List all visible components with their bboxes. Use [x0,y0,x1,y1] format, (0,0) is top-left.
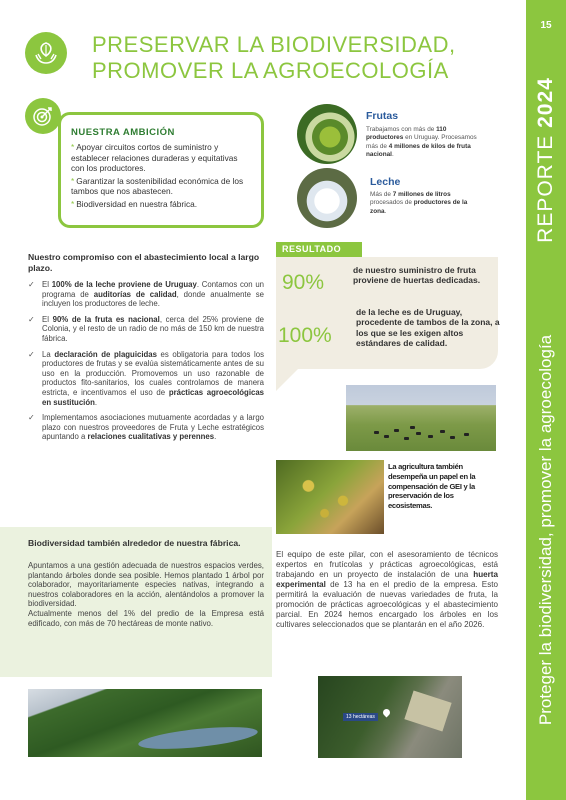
fruit-tree-photo [276,460,384,534]
result-value-1: 90% [282,271,325,294]
map-label: 13 hectáreas [343,713,378,721]
target-icon [25,98,61,134]
check-icon: ✓ [28,413,35,423]
check-icon: ✓ [28,314,35,324]
river-aerial-photo [28,689,262,757]
biodiversity-title: Biodiversidad también alrededor de nuestra fábrica. [28,538,241,548]
orchard-project-text: El equipo de este pilar, con el asesoramiento de técnicos expertos en frutícolas y prácticas agroecológicas, está trabajando en un proyecto de instalación de una huerta experimental de 13 ha en el predio de la empresa. Esto permitirá la evaluación de nuevas variedades de fruta, la promoción de prácticas agroecológicas y el abastecimiento parcial. En 2024 hemos encargado los árboles en los cultivares seleccionados que se plantarán en el año 2026. [276,550,498,629]
page-title [92,32,512,84]
list-item: ✓ El 100% de la leche proviene de Uruguay. Contamos con un programa de auditorías de calidad, donde anualmente se incluyen los productores de leche. [28,280,265,309]
report-year: 2024 [534,77,557,128]
page-number: 15 [540,20,552,31]
ambition-item-text: Apoyar circuitos cortos de suministro y establecer relaciones duraderas y equitativas con los productores. [71,142,238,173]
result-value-2: 100% [278,324,332,347]
aerial-field [404,691,451,732]
ambition-item-text: Biodiversidad en nuestra fábrica. [76,198,198,209]
asterisk-icon: * [71,142,75,152]
fruit-caption: La agricultura también desempeña un papel en la compensación de GEI y la preservación de los ecosistemas. [388,462,476,511]
leche-text: Más de 7 millones de litros procesados de productores de la zona. [370,191,468,215]
river-water [137,723,258,753]
side-band [526,0,566,800]
cows-photo [346,385,496,451]
biodiversity-paragraph-1: Apuntamos a una gestión adecuada de nuestros espacios verdes, plantando árboles donde sea posible. Hemos plantado 1 árbol por colaborador, mayoritariamente especies nativas, integrando a nuestros colaboradores en la acción, alentándolos a promover la biodiversidad. [28,561,264,609]
result-label: RESULTADO [276,242,362,257]
list-item: ✓ Implementamos asociaciones mutuamente acordadas y a largo plazo con nuestros proveedores de Fruta y Leche estratégicos apuntando a relaciones cualitativas y perennes. [28,413,264,442]
asterisk-icon: * [71,198,75,209]
hands-leaf-icon [25,32,67,74]
ambition-box [58,112,264,228]
fruit-photo-circle [297,104,357,164]
result-box-tail [276,369,298,391]
frutas-text: Trabajamos con más de 110 productores en Uruguay. Procesamos más de 4 millones de kilos de fruta nacional. [366,126,477,159]
biodiversity-paragraph-2: Actualmente menos del 1% del predio de la Empresa está edificado, con más de 70 hectáreas de monte nativo. [28,608,264,628]
frutas-title: Frutas [366,110,399,122]
commitment-list [28,280,264,448]
map-pin-icon [382,708,392,718]
list-item: ✓ El 90% de la fruta es nacional, cerca del 25% proviene de Colonia, y el resto de un radio de no más de 150 km de nuestra fábrica. [28,314,264,343]
site-aerial-map [318,676,462,758]
check-icon: ✓ [28,349,35,359]
ambition-item [71,142,251,174]
result-text-1: de nuestro suministro de fruta proviene de huertas dedicadas. [353,265,481,286]
report-word: REPORTE [534,134,557,243]
report-label [534,77,558,243]
ambition-item-text: Garantizar la sostenibilidad económica de los tambos que nos abastecen. [71,175,244,196]
title-line-1: PRESERVAR LA BIODIVERSIDAD, [92,32,456,57]
ambition-item [71,176,251,197]
asterisk-icon: * [71,175,75,186]
pillar-text: Proteger la biodiversidad, promover la agroecología [536,334,555,726]
ambition-item [71,199,251,210]
milk-photo-circle [297,168,357,228]
leche-title: Leche [370,176,401,188]
commitment-title: Nuestro compromiso con el abastecimiento local a largo plazo. [28,252,260,273]
result-text-2: de la leche es de Uruguay, procedente de tambos de la zona, a los que se les exigen altos estándares de calidad. [356,307,500,349]
ambition-title: NUESTRA AMBICIÓN [71,127,175,138]
biodiversity-text [28,561,264,628]
check-icon: ✓ [28,280,35,289]
title-line-2: PROMOVER LA AGROECOLOGÍA [92,58,449,83]
list-item: ✓ La declaración de plaguicidas es obligatoria para todos los productores de frutas y se evalúa sistemáticamente antes de su uso en la producción. Promovemos un uso razonable de productos fito-sanitarios, los cuales controlamos de manera estricta, e incentivamos el uso de prácticas agroecológicas en sustitución. [28,349,264,407]
